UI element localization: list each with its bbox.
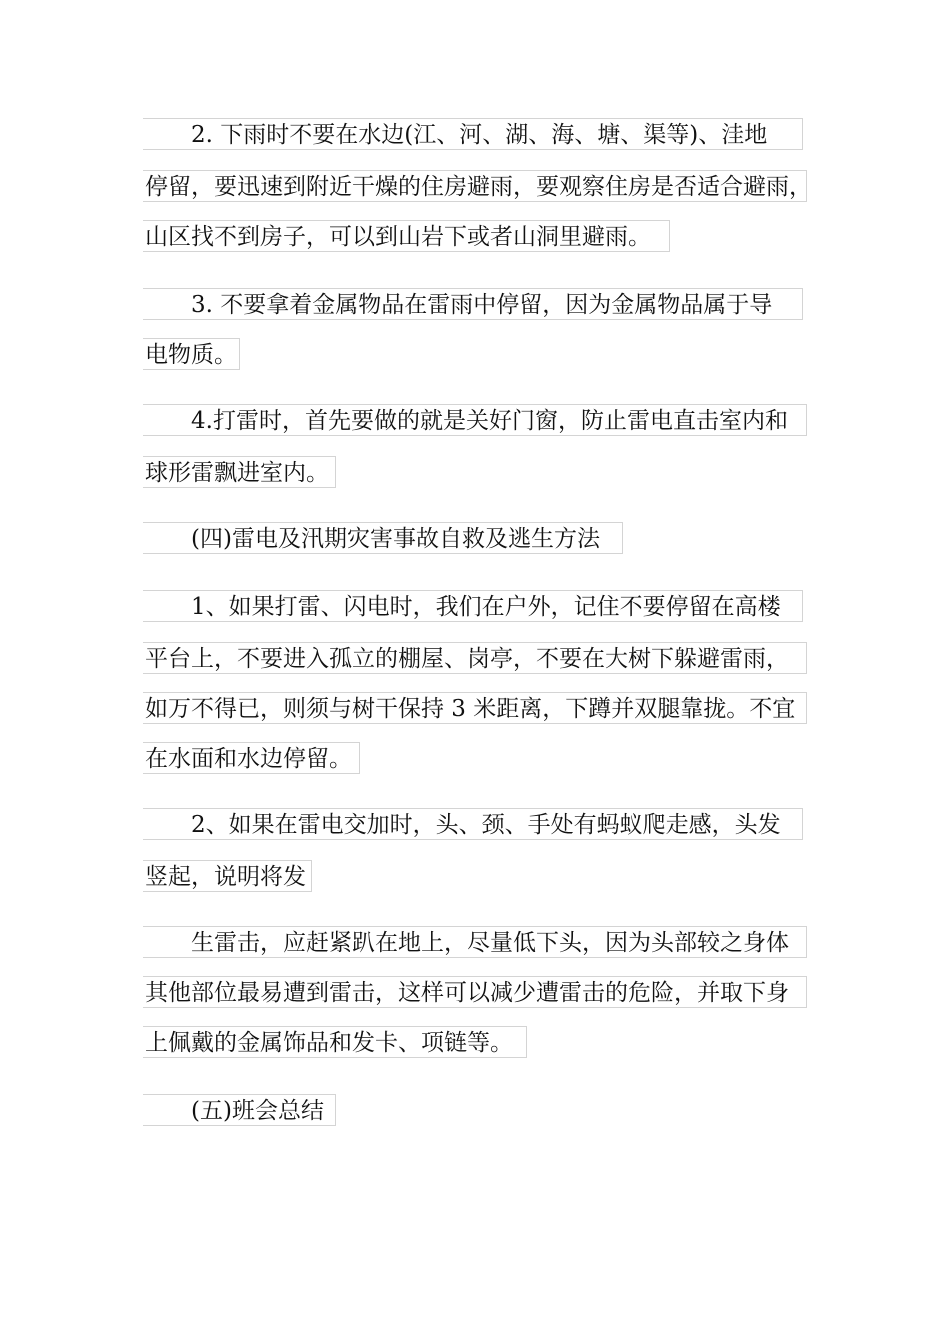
text-line: 在水面和水边停留。: [143, 742, 360, 774]
text-line: 如万不得已，则须与树干保持 3 米距离，下蹲并双腿靠拢。不宜: [143, 692, 807, 724]
text-line: 平台上，不要进入孤立的棚屋、岗亭，不要在大树下躲避雷雨，: [143, 642, 807, 674]
text-line: 生雷击，应赶紧趴在地上，尽量低下头，因为头部较之身体: [143, 926, 807, 958]
text-line: 1、如果打雷、闪电时，我们在户外，记住不要停留在高楼: [143, 590, 803, 622]
text-line: 停留，要迅速到附近干燥的住房避雨，要观察住房是否适合避雨，: [143, 170, 807, 202]
text-line: 2. 下雨时不要在水边(江、河、湖、海、塘、渠等)、洼地: [143, 118, 803, 150]
text-line: 4.打雷时，首先要做的就是关好门窗，防止雷电直击室内和: [143, 404, 807, 436]
text-line: 其他部位最易遭到雷击，这样可以减少遭雷击的危险，并取下身: [143, 976, 807, 1008]
text-line: 竖起，说明将发: [143, 860, 312, 892]
text-line: 电物质。: [143, 338, 240, 370]
section-heading: (五)班会总结: [143, 1094, 336, 1126]
text-line: 3. 不要拿着金属物品在雷雨中停留，因为金属物品属于导: [143, 288, 803, 320]
text-line: 2、如果在雷电交加时，头、颈、手处有蚂蚁爬走感，头发: [143, 808, 803, 840]
text-line: 山区找不到房子，可以到山岩下或者山洞里避雨。: [143, 220, 670, 252]
text-line: 球形雷飘进室内。: [143, 456, 336, 488]
text-line: 上佩戴的金属饰品和发卡、项链等。: [143, 1026, 527, 1058]
section-heading: (四)雷电及汛期灾害事故自救及逃生方法: [143, 522, 623, 554]
